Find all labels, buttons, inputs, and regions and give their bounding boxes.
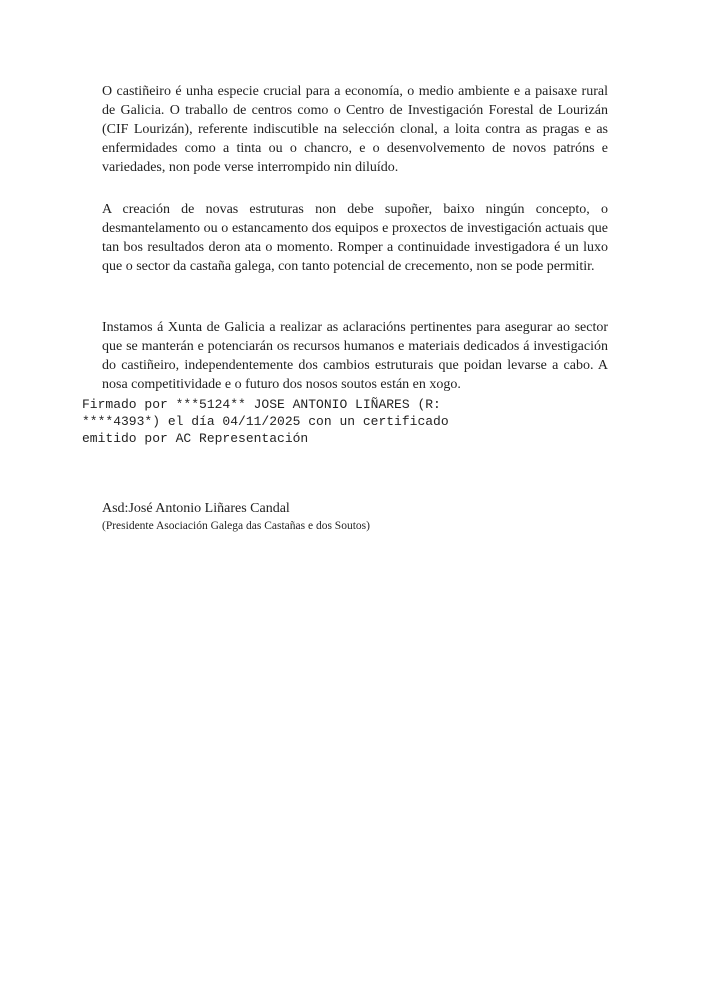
paragraph-1: O castiñeiro é unha especie crucial para a economía, o medio ambiente e a paisaxe rural de Galicia. O traballo de centros como o Centro de Investigación Forestal de Lourizán (CIF Lourizán), referente indiscutible na selección clonal, a loita contra as pragas e as enfermidades como a tinta ou o chancro, e o desenvolvemento de novos patróns e variedades, non pode verse interrompido nin diluído. — [102, 84, 608, 175]
digital-signature-stamp: Firmado por ***5124** JOSE ANTONIO LIÑARES (R: ****4393*) el día 04/11/2025 con un certificado emitido por AC Representación — [82, 397, 449, 446]
paragraph-2: A creación de novas estruturas non debe supoñer, baixo ningún concepto, o desmantelamento ou o estancamento dos equipos e proxectos de investigación actuais que tan bos resultados deron ata o momento. Romper a continuidade investigadora é un luxo que o sector da castaña galega, con tanto potencial de crecemento, non se pode permitir. — [102, 202, 608, 274]
signer-role: (Presidente Asociación Galega das Castañas e dos Soutos) — [102, 520, 370, 532]
signer-name: Asd:José Antonio Liñares Candal — [102, 501, 290, 516]
document-body — [102, 82, 608, 392]
paragraph-3: Instamos á Xunta de Galicia a realizar as aclaracións pertinentes para asegurar ao sector que se manterán e potenciarán os recursos humanos e materiais dedicados á investigación do castiñeiro, independentemente dos cambios estruturais que poidan levarse a cabo. A nosa competitividade e o futuro dos nosos soutos están en xogo. — [102, 320, 608, 392]
